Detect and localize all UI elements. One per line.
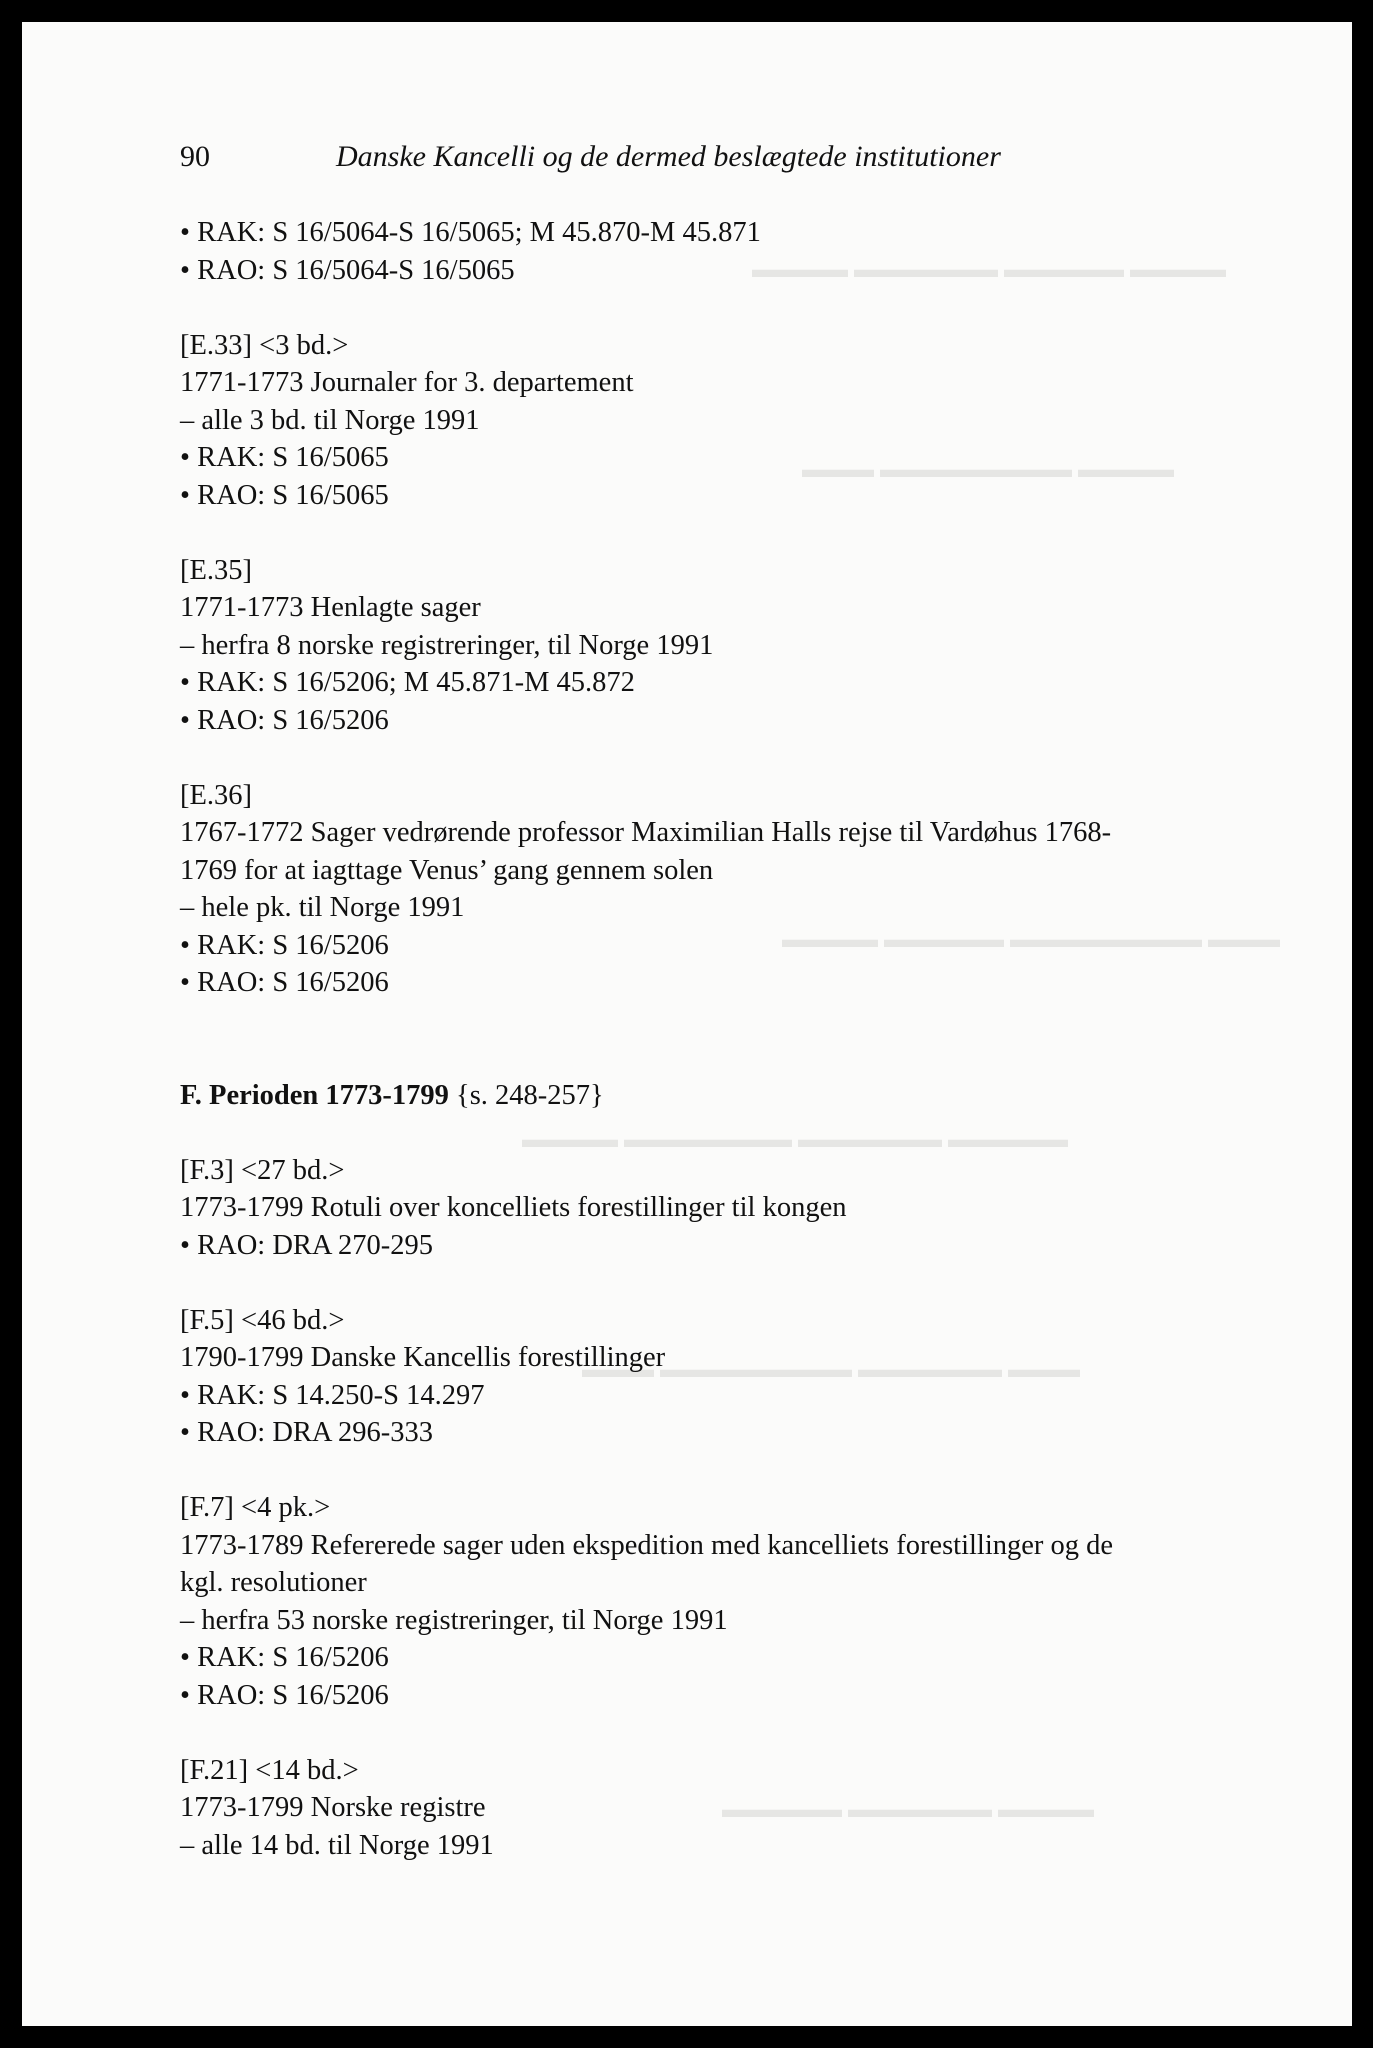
archive-reference-line: • RAO: S 16/5064-S 16/5065 [180, 254, 515, 286]
section-heading-f [180, 1077, 1270, 1115]
document-page [22, 22, 1352, 2026]
catalog-entry-f5 [180, 1302, 1270, 1452]
continued-entry [180, 214, 1270, 289]
bleed-through-texture: ▬▬▬▬ ▬▬▬▬▬ ▬▬▬▬▬▬▬▬ ▬▬▬ [782, 927, 1280, 953]
entry-id: [F.7] <4 pk.> [180, 1492, 331, 1523]
entry-id: [F.5] <46 bd.> [180, 1304, 345, 1336]
archive-reference-line: • RAK: S 16/5064-S 16/5065; M 45.870-M 45.871 [180, 217, 761, 248]
archive-reference-line: • RAK: S 16/5206; M 45.871-M 45.872 [180, 667, 635, 698]
entry-description: 1773-1789 Refererede sager uden ekspedition med kancelliets forestillinger og de [180, 1529, 1114, 1561]
entry-id: [E.35] [180, 554, 253, 586]
bleed-through-texture: ▬▬▬ ▬▬▬▬▬▬▬▬ ▬▬▬▬▬▬ ▬▬▬ [582, 1357, 1080, 1383]
running-title: Danske Kancelli og de dermed beslægtede institutioner [336, 140, 1001, 173]
entry-description: 1773-1799 Rotuli over koncelliets forestillinger til kongen [180, 1192, 847, 1223]
archive-reference-line: • RAO: S 16/5206 [180, 967, 389, 998]
entry-note: – alle 14 bd. til Norge 1991 [180, 1829, 494, 1861]
entry-note: – hele pk. til Norge 1991 [180, 892, 465, 923]
archive-reference-line: • RAO: S 16/5065 [180, 479, 389, 511]
catalog-entry-e33 [180, 327, 1270, 515]
entry-description: 1767-1772 Sager vedrørende professor Maximilian Halls rejse til Vardøhus 1768- [180, 817, 1112, 848]
entry-id: [F.3] <27 bd.> [180, 1154, 345, 1186]
entry-note: – herfra 8 norske registreringer, til Norge 1991 [180, 629, 714, 661]
archive-reference-line: • RAO: DRA 270-295 [180, 1229, 434, 1261]
archive-reference-line: • RAO: DRA 296-333 [180, 1417, 434, 1448]
archive-reference-line: • RAK: S 16/5206 [180, 1642, 389, 1673]
page-body [180, 214, 1270, 1864]
section-title: F. Perioden 1773-1799 [180, 1079, 449, 1111]
entry-note: – herfra 53 norske registreringer, til Norge 1991 [180, 1604, 728, 1636]
catalog-entry-e35 [180, 552, 1270, 740]
catalog-entry-f3 [180, 1152, 1270, 1265]
bleed-through-texture: ▬▬▬▬ ▬▬▬▬▬▬ ▬▬▬▬▬ ▬▬▬▬ [752, 257, 1226, 283]
archive-reference-line: • RAO: S 16/5206 [180, 704, 389, 736]
page-header [180, 137, 1001, 177]
entry-description: 1771-1773 Henlagte sager [180, 592, 481, 623]
entry-description: kgl. resolutioner [180, 1567, 367, 1598]
archive-reference-line: • RAK: S 16/5065 [180, 442, 389, 473]
catalog-entry-f21 [180, 1752, 1270, 1865]
entry-id: [F.21] <14 bd.> [180, 1754, 359, 1786]
page-number: 90 [180, 140, 210, 173]
entry-description: 1771-1773 Journaler for 3. departement [180, 367, 634, 398]
entry-description: 1790-1799 Danske Kancellis forestillinger [180, 1342, 666, 1373]
entry-description: 1773-1799 Norske registre [180, 1792, 486, 1823]
archive-reference-line: • RAK: S 14.250-S 14.297 [180, 1379, 485, 1411]
section-page-reference: {s. 248-257} [456, 1079, 604, 1111]
entry-id: [E.33] <3 bd.> [180, 329, 349, 361]
bleed-through-texture: ▬▬▬▬▬ ▬▬▬▬▬▬ ▬▬▬▬ [722, 1797, 1094, 1823]
catalog-entry-f7 [180, 1489, 1270, 1714]
archive-reference-line: • RAO: S 16/5206 [180, 1679, 389, 1711]
bleed-through-texture: ▬▬▬▬ ▬▬▬▬▬▬▬ ▬▬▬▬▬▬ ▬▬▬▬▬ [522, 1127, 1068, 1153]
catalog-entry-e36 [180, 777, 1270, 1002]
entry-note: – alle 3 bd. til Norge 1991 [180, 404, 480, 436]
entry-id: [E.36] [180, 779, 253, 811]
entry-description: 1769 for at iagttage Venus’ gang gennem solen [180, 854, 714, 886]
bleed-through-texture: ▬▬▬ ▬▬▬▬▬▬▬▬ ▬▬▬▬ [802, 457, 1174, 483]
archive-reference-line: • RAK: S 16/5206 [180, 929, 389, 961]
